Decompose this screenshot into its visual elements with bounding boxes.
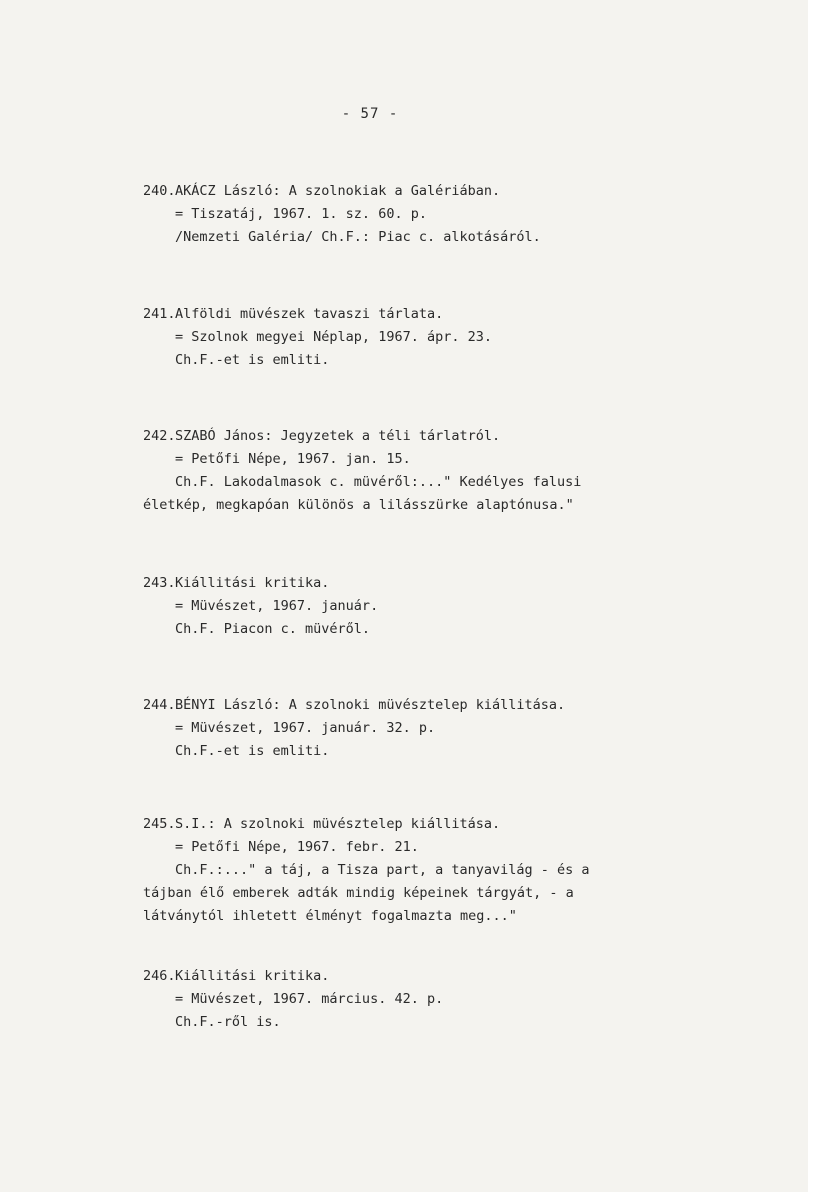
entry-line: = Müvészet, 1967. január. <box>175 598 379 614</box>
entry-line: = Petőfi Népe, 1967. jan. 15. <box>175 451 411 467</box>
entry-line: Ch.F. Lakodalmasok c. müvéről:..." Kedélyes falusi <box>175 474 582 490</box>
entry-title: Alföldi müvészek tavaszi tárlata. <box>175 306 444 322</box>
entry-line: = Müvészet, 1967. január. 32. p. <box>175 720 436 736</box>
page-number: - 57 - <box>341 106 399 122</box>
entry-line: tájban élő emberek adták mindig képeinek tárgyát, - a <box>143 885 574 901</box>
entry-title: BÉNYI László: A szolnoki müvésztelep kiállitása. <box>175 697 566 713</box>
entry-number: 243. <box>143 575 176 591</box>
entry-line: Ch.F. Piacon c. müvéről. <box>175 621 371 637</box>
entry-title: AKÁCZ László: A szolnokiak a Galériában. <box>175 183 501 199</box>
entry-line: látványtól ihletett élményt fogalmazta meg..." <box>143 908 517 924</box>
entry-line: Ch.F.-ről is. <box>175 1014 281 1030</box>
entry-title: Kiállitási kritika. <box>175 575 330 591</box>
entry-number: 246. <box>143 968 176 984</box>
entry-line: /Nemzeti Galéria/ Ch.F.: Piac c. alkotásáról. <box>175 229 541 245</box>
entry-number: 245. <box>143 816 176 832</box>
entry-line: = Szolnok megyei Néplap, 1967. ápr. 23. <box>175 329 492 345</box>
entry-line: = Petőfi Népe, 1967. febr. 21. <box>175 839 419 855</box>
entry-number: 241. <box>143 306 176 322</box>
entry-title: SZABÓ János: Jegyzetek a téli tárlatról. <box>175 428 501 444</box>
entry-line: = Müvészet, 1967. március. 42. p. <box>175 991 444 1007</box>
entry-number: 242. <box>143 428 176 444</box>
entry-number: 244. <box>143 697 176 713</box>
entry-line: Ch.F.-et is emliti. <box>175 352 330 368</box>
entry-line: Ch.F.:..." a táj, a Tisza part, a tanyavilág - és a <box>175 862 590 878</box>
entry-title: S.I.: A szolnoki müvésztelep kiállitása. <box>175 816 501 832</box>
entry-line: = Tiszatáj, 1967. 1. sz. 60. p. <box>175 206 427 222</box>
entry-number: 240. <box>143 183 176 199</box>
entry-line: életkép, megkapóan különös a lilásszürke alaptónusa." <box>143 497 574 513</box>
entry-line: Ch.F.-et is emliti. <box>175 743 330 759</box>
entry-title: Kiállitási kritika. <box>175 968 330 984</box>
